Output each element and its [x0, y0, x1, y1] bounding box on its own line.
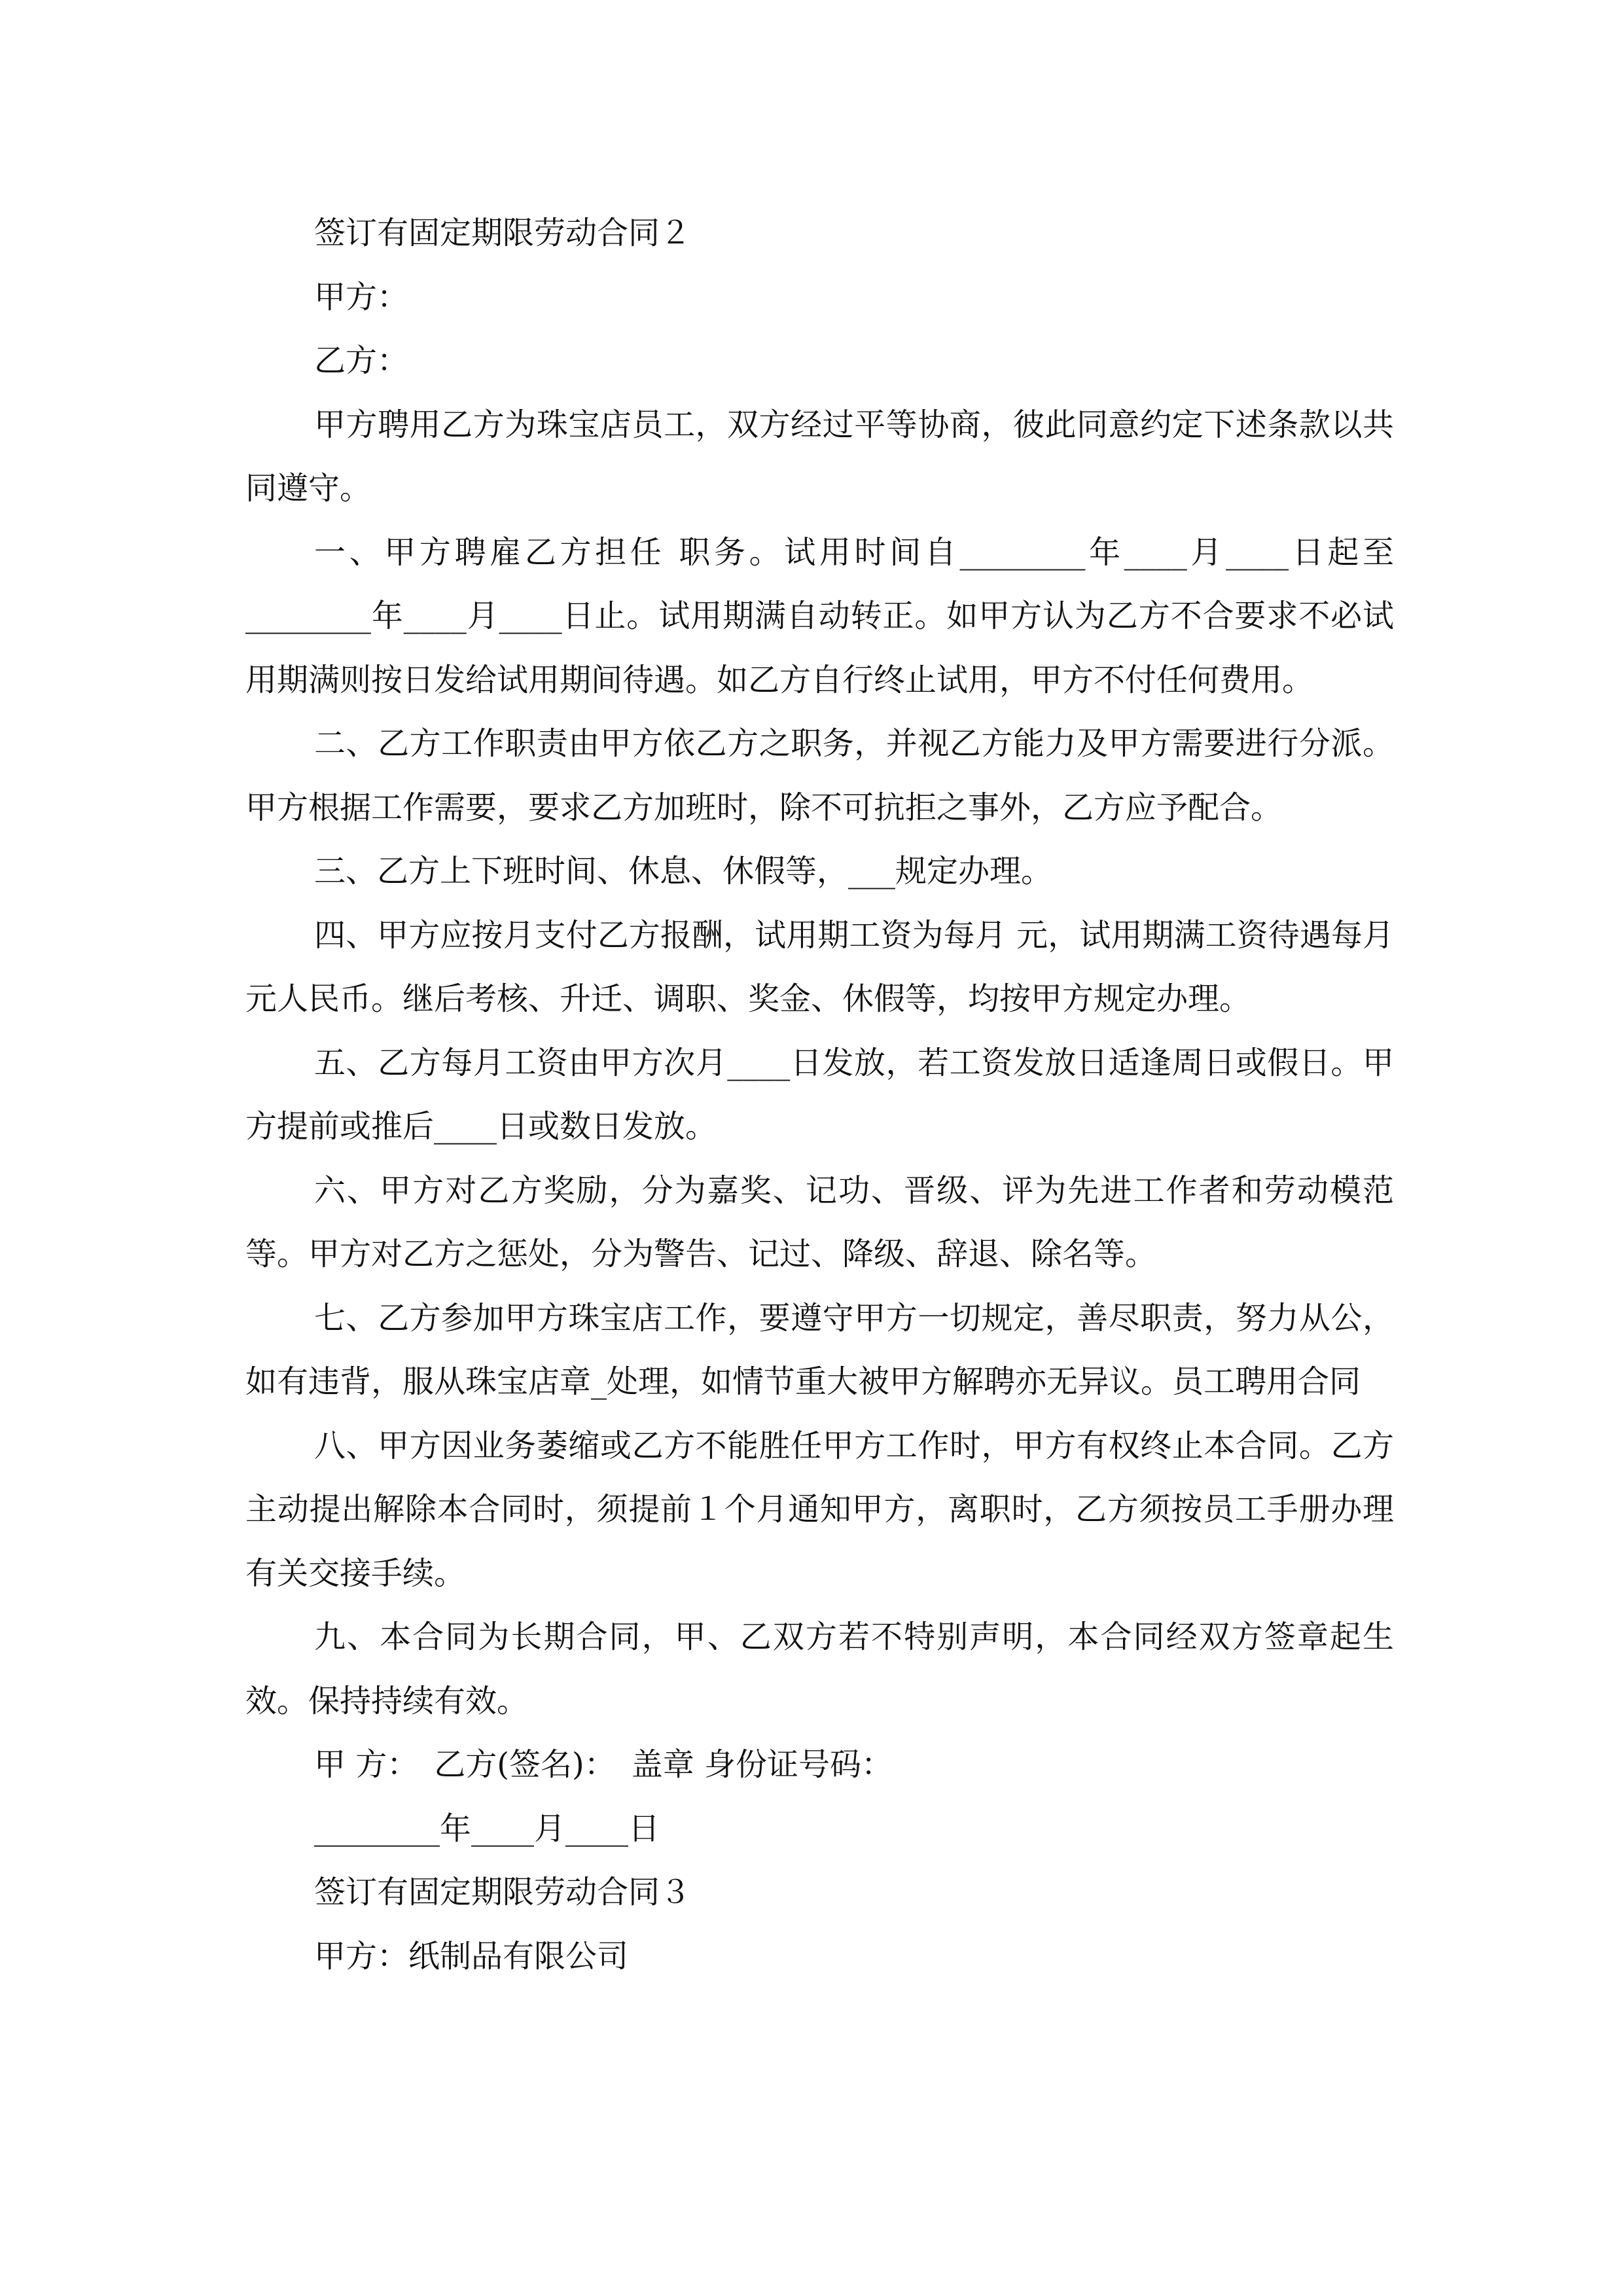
document-body: [245, 202, 1394, 1988]
clause-3: 三、乙方上下班时间、休息、休假等，___规定办理。: [314, 853, 1053, 889]
clause-1: 一、甲方聘雇乙方担任 职务。试用时间自________年____月____日起至________年____月____日止。试用期满自动转正。如甲方认为乙方不合要求不必试用期满则按日发给试用期间待遇。如乙方自行终止试用，甲方不付任何费用。: [245, 533, 1394, 698]
signature-line: 甲 方： 乙方(签名)： 盖章 身份证号码：: [314, 1746, 893, 1783]
clause-2: 二、乙方工作职责由甲方依乙方之职务，并视乙方能力及甲方需要进行分派。甲方根据工作需要，要求乙方加班时，除不可抗拒之事外，乙方应予配合。: [245, 725, 1394, 826]
intro-paragraph: 甲方聘用乙方为珠宝店员工，双方经过平等协商，彼此同意约定下述条款以共同遵守。: [245, 406, 1394, 507]
date-line: ________年____月____日: [314, 1810, 660, 1847]
section-heading-3: 签订有固定期限劳动合同３: [314, 1874, 692, 1910]
clause-7: 七、乙方参加甲方珠宝店工作，要遵守甲方一切规定，善尽职责，努力从公，如有违背，服从珠宝店章_处理，如情节重大被甲方解聘亦无异议。员工聘用合同: [245, 1299, 1394, 1400]
party-a-label: 甲方：: [314, 278, 409, 315]
clause-5: 五、乙方每月工资由甲方次月____日发放，若工资发放日适逢周日或假日。甲方提前或推后____日或数日发放。: [245, 1044, 1394, 1145]
clause-8: 八、甲方因业务萎缩或乙方不能胜任甲方工作时，甲方有权终止本合同。乙方主动提出解除本合同时，须提前１个月通知甲方，离职时，乙方须按员工手册办理有关交接手续。: [245, 1427, 1394, 1592]
clause-6: 六、甲方对乙方奖励，分为嘉奖、记功、晋级、评为先进工作者和劳动模范等。甲方对乙方之惩处，分为警告、记过、降级、辞退、除名等。: [245, 1172, 1394, 1272]
section-heading-2: 签订有固定期限劳动合同２: [314, 215, 692, 251]
clause-4: 四、甲方应按月支付乙方报酬，试用期工资为每月 元，试用期满工资待遇每月 元人民币。继后考核、升迁、调职、奖金、休假等，均按甲方规定办理。: [245, 916, 1394, 1017]
clause-9: 九、本合同为长期合同，甲、乙双方若不特别声明，本合同经双方签章起生效。保持持续有效。: [245, 1619, 1394, 1719]
party-b-label: 乙方：: [314, 342, 409, 379]
party-a-company: 甲方：纸制品有限公司: [314, 1937, 629, 1975]
